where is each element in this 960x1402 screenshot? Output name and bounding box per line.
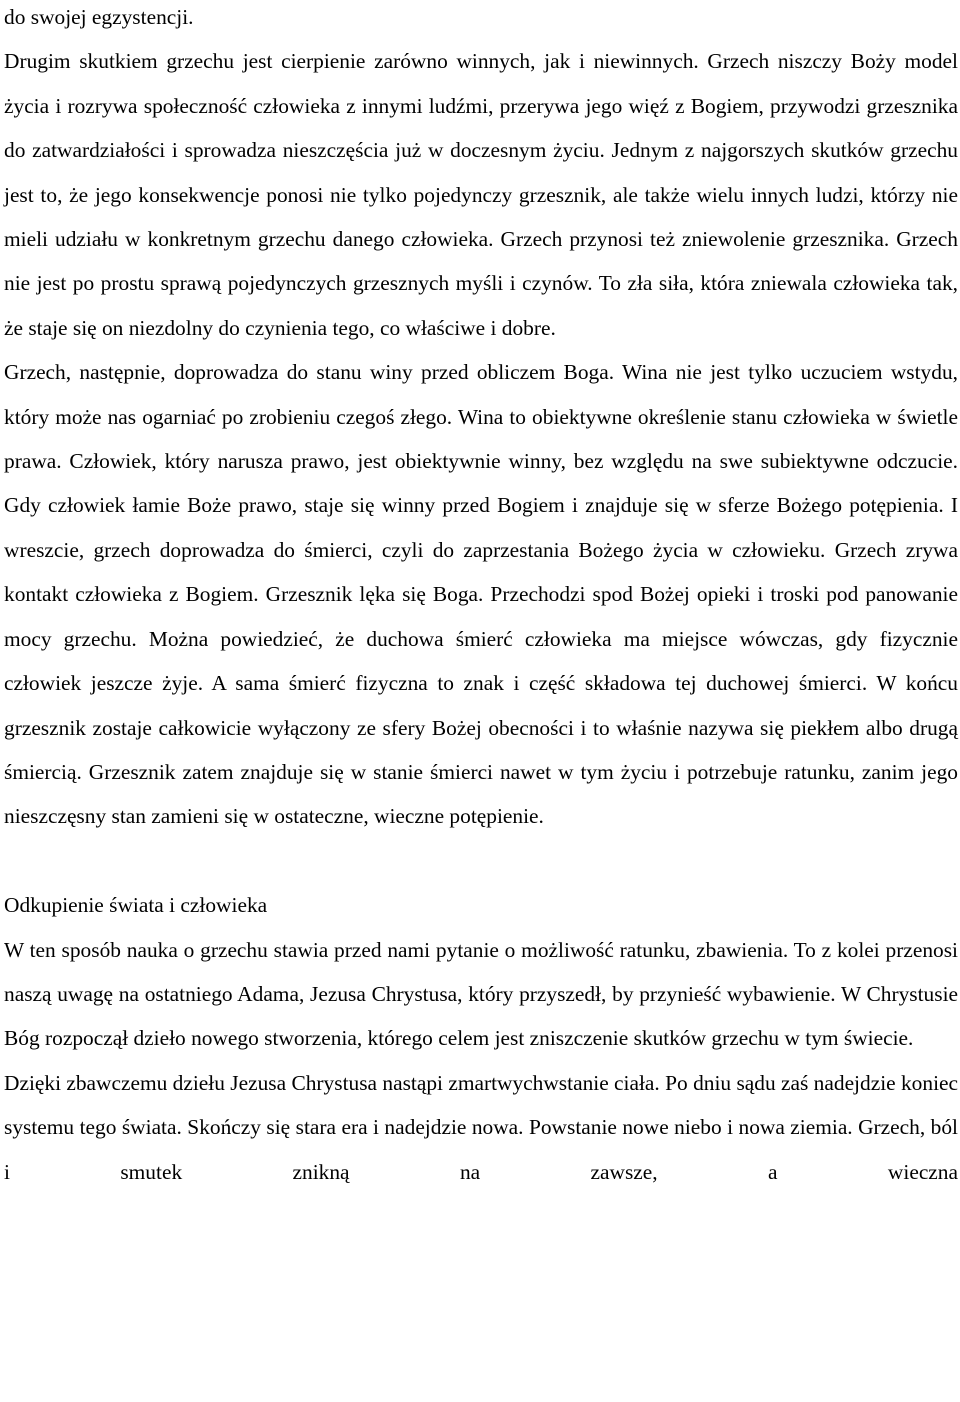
- paragraph-suffering: Drugim skutkiem grzechu jest cierpienie zarówno winnych, jak i niewinnych. Grzech niszczy Boży model życia i rozrywa społeczność człowieka z innymi ludźmi, przerywa jego więź z Bogiem, przywodzi grzesznika do zatwardziałości i sprowadza nieszczęścia już w doczesnym życiu. Jednym z najgorszych skutków grzechu jest to, że jego konsekwencje ponosi nie tylko pojedynczy grzesznik, ale także wielu innych ludzi, którzy nie mieli udziału w konkretnym grzechu danego człowieka. Grzech przynosi też zniewolenie grzesznika. Grzech nie jest po prostu sprawą pojedynczych grzesznych myśli i czynów. To zła siła, która zniewala człowieka tak, że staje się on niezdolny do czynienia tego, co właściwe i dobre.: [4, 49, 958, 340]
- paragraph-salvation-question: W ten sposób nauka o grzechu stawia przed nami pytanie o możliwość ratunku, zbawienia. To z kolei przenosi naszą uwagę na ostatniego Adama, Jezusa Chrystusa, który przyszedł, by przynieść wybawienie. W Chrystusie Bóg rozpoczął dzieło nowego stworzenia, którego celem jest zniszczenie skutków grzechu w tym świecie.: [4, 937, 958, 1051]
- document-page: [4, 0, 958, 1194]
- section-spacer: [4, 839, 958, 883]
- paragraph-intro-fragment: do swojej egzystencji.: [4, 5, 194, 29]
- paragraph-resurrection: Dzięki zbawczemu dziełu Jezusa Chrystusa nastąpi zmartwychwstanie ciała. Po dniu sądu zaś nadejdzie koniec systemu tego świata. Skończy się stara era i nadejdzie nowa. Powstanie nowe niebo i nowa ziemia. Grzech, ból i smutek znikną na zawsze, a wieczna: [4, 1070, 958, 1184]
- paragraph-guilt-death: Grzech, następnie, doprowadza do stanu winy przed obliczem Boga. Wina nie jest tylko uczuciem wstydu, który może nas ogarniać po zrobieniu czegoś złego. Wina to obiektywne określenie stanu człowieka w świetle prawa. Człowiek, który narusza prawo, jest obiektywnie winny, bez względu na swe subiektywne odczucie. Gdy człowiek łamie Boże prawo, staje się winny przed Bogiem i znajduje się w sferze Bożego potępienia. I wreszcie, grzech doprowadza do śmierci, czyli do zaprzestania Bożego życia w człowieku. Grzech zrywa kontakt człowieka z Bogiem. Grzesznik lęka się Boga. Przechodzi spod Bożej opieki i troski pod panowanie mocy grzechu. Można powiedzieć, że duchowa śmierć człowieka ma miejsce wówczas, gdy fizycznie człowiek jeszcze żyje. A sama śmierć fizyczna to znak i część składowa tej duchowej śmierci. W końcu grzesznik zostaje całkowicie wyłączony ze sfery Bożej obecności i to właśnie nazywa się piekłem albo drugą śmiercią. Grzesznik zatem znajduje się w stanie śmierci nawet w tym życiu i potrzebuje ratunku, zanim jego nieszczęsny stan zamieni się w ostateczne, wieczne potępienie.: [4, 360, 958, 829]
- section-heading: Odkupienie świata i człowieka: [4, 893, 268, 918]
